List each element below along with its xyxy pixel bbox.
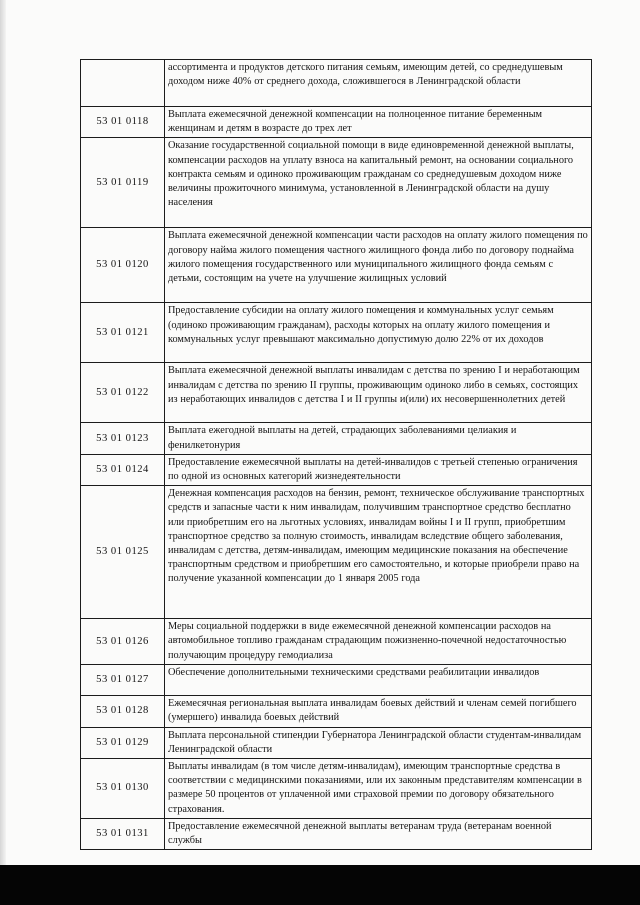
row-code: 53 01 0126: [81, 619, 165, 665]
classification-table: [80, 59, 592, 850]
table-row: [81, 363, 592, 423]
scan-bottom-border: [0, 865, 640, 905]
row-description: Выплата ежемесячной денежной компенсации части расходов на оплату жилого помещения по договору найма жилого помещения частного жилищного фонда либо по договору поднайма жилого помещения государственного или муниципального жилищного фонда семьям с детьми, состоящим на учете на улучшение жилищных условий: [165, 228, 592, 303]
table-row: [81, 228, 592, 303]
row-description: Предоставление субсидии на оплату жилого помещения и коммунальных услуг семьям (одиноко проживающим гражданам), расходы которых на оплату жилого помещения и коммунальных услуг превышают максимально допустимую долю 22% от их доходов: [165, 303, 592, 363]
table-row: [81, 303, 592, 363]
row-description: ассортимента и продуктов детского питания семьям, имеющим детей, со среднедушевым доходом ниже 40% от среднего дохода, сложившегося в Ленинградской области: [165, 60, 592, 107]
table-row: [81, 665, 592, 696]
row-code: 53 01 0128: [81, 696, 165, 727]
row-code: 53 01 0120: [81, 228, 165, 303]
row-description: Выплата ежегодной выплаты на детей, страдающих заболеваниями целиакия и фенилкетонурия: [165, 423, 592, 454]
table-row: [81, 486, 592, 619]
table-row: [81, 759, 592, 819]
row-code: 53 01 0130: [81, 759, 165, 819]
row-description: Ежемесячная региональная выплата инвалидам боевых действий и членам семей погибшего (умершего) инвалида боевых действий: [165, 696, 592, 727]
table-row: [81, 454, 592, 485]
row-description: Выплата персональной стипендии Губернатора Ленинградской области студентам-инвалидам Ленинградской области: [165, 727, 592, 758]
row-code: 53 01 0118: [81, 107, 165, 138]
row-code: 53 01 0121: [81, 303, 165, 363]
row-description: Выплаты инвалидам (в том числе детям-инвалидам), имеющим транспортные средства в соответствии с медицинскими показаниями, или их законным представителям компенсации в размере 50 процентов от уплаченной ими страховой премии по договору обязательного страхования.: [165, 759, 592, 819]
row-code: 53 01 0127: [81, 665, 165, 696]
table-row: [81, 423, 592, 454]
row-code: 53 01 0125: [81, 486, 165, 619]
row-description: Денежная компенсация расходов на бензин, ремонт, техническое обслуживание транспортных средств и запасные части к ним инвалидам, получившим транспортное средство бесплатно или приобретшим его на льготных условиях, инвалидам войны I и II групп, приобретшим транспортное средство за полную стоимость, инвалидам вследствие общего заболевания, инвалидам с детства, детям-инвалидам, имеющим медицинские показания на обеспечение транспортным средством и приобретшим его самостоятельно, и которые приобрели право на получение указанной компенсации до 1 января 2005 года: [165, 486, 592, 619]
table-row: [81, 619, 592, 665]
scan-edge-shadow: [0, 0, 6, 865]
row-description: Предоставление ежемесячной денежной выплаты ветеранам труда (ветеранам военной службы: [165, 819, 592, 850]
row-description: Выплата ежемесячной денежной компенсации на полноценное питание беременным женщинам и детям в возрасте до трех лет: [165, 107, 592, 138]
table-row: [81, 819, 592, 850]
row-description: Предоставление ежемесячной выплаты на детей-инвалидов с третьей степенью ограничения по одной из основных категорий жизнедеятельности: [165, 454, 592, 485]
row-code: 53 01 0123: [81, 423, 165, 454]
row-code: 53 01 0129: [81, 727, 165, 758]
table-row: [81, 138, 592, 228]
row-description: Оказание государственной социальной помощи в виде единовременной денежной выплаты, компенсации расходов на уплату взноса на капитальный ремонт, на основании социального контракта семьям и одиноко проживающим гражданам со среднедушевым доходом ниже величины прожиточного минимума, установленной в Ленинградской области на душу населения: [165, 138, 592, 228]
row-code: 53 01 0119: [81, 138, 165, 228]
table-row: [81, 696, 592, 727]
row-code: 53 01 0122: [81, 363, 165, 423]
row-code: 53 01 0131: [81, 819, 165, 850]
row-code: [81, 60, 165, 107]
table-row: [81, 727, 592, 758]
row-description: Меры социальной поддержки в виде ежемесячной денежной компенсации расходов на автомобильное топливо гражданам страдающим пожизненно-почечной недостаточностью получающим процедуру гемодиализа: [165, 619, 592, 665]
row-code: 53 01 0124: [81, 454, 165, 485]
row-description: Обеспечение дополнительными техническими средствами реабилитации инвалидов: [165, 665, 592, 696]
table-row: [81, 60, 592, 107]
row-description: Выплата ежемесячной денежной выплаты инвалидам с детства по зрению I и неработающим инвалидам с детства по зрению II группы, проживающим одиноко либо в семьях, состоящих из неработающих инвалидов с детства I и II группы и(или) их несовершеннолетних детей: [165, 363, 592, 423]
table-row: [81, 107, 592, 138]
